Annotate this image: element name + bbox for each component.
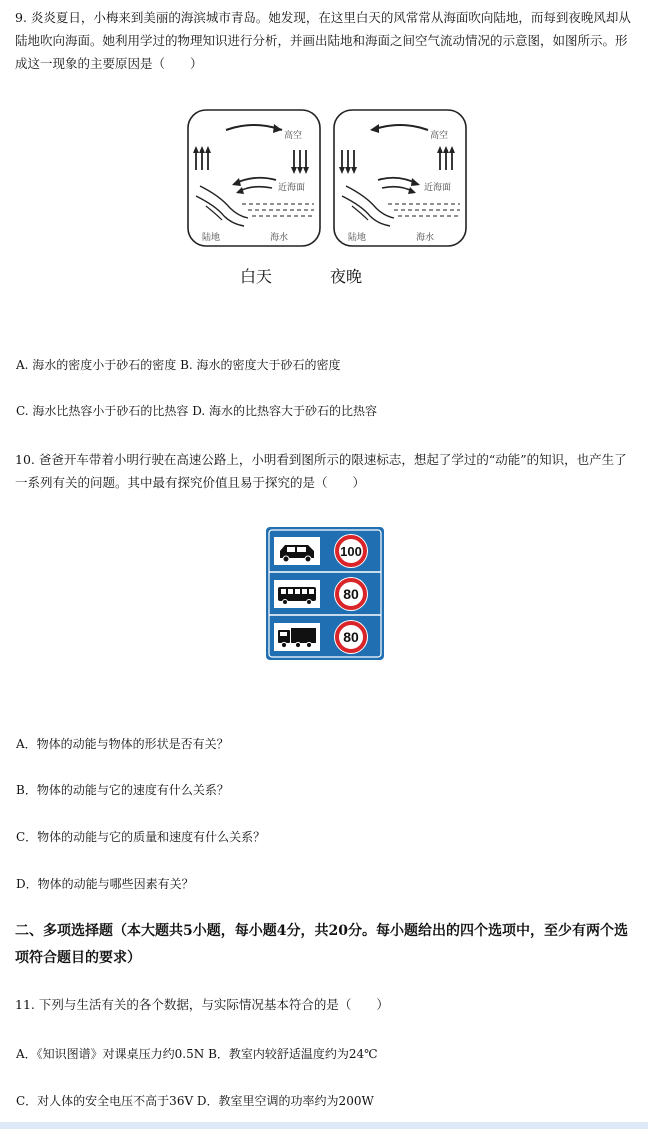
night-sea-label: 海水: [416, 233, 435, 243]
day-sea-label: 海水: [270, 233, 289, 243]
day-top-label: 高空: [284, 131, 303, 141]
night-caption: 夜晚: [330, 267, 363, 286]
truck-icon: [278, 628, 316, 648]
day-panel: [188, 110, 320, 246]
night-panel: [334, 110, 466, 246]
q11-option-cd: C．对人体的安全电压不高于36V D．教室里空调的功率约为200W: [16, 1094, 374, 1108]
speed-limit-80-truck: [334, 620, 368, 654]
svg-text:80: 80: [343, 586, 359, 602]
q10-option-c: C．物体的动能与它的质量和速度有什么关系？: [16, 830, 266, 844]
q9-option-ab: A. 海水的密度小于砂石的密度 B. 海水的密度大于砂石的密度: [16, 358, 341, 372]
bottom-divider: [0, 1122, 648, 1129]
question-11-text: 11. 下列与生活有关的各个数据，与实际情况基本符合的是（ ）: [15, 997, 389, 1012]
day-mid-label: 近海面: [278, 183, 306, 193]
speed-limit-80-bus: [334, 577, 368, 611]
question-9-text: 9. 炎炎夏日，小梅来到美丽的海滨城市青岛。她发现，在这里白天的风常常从海面吹向陆地，而每到夜晚风却从陆地吹向海面。她利用学过的物理知识进行分析，并画出陆地和海面之间空气流动情况的示意图，如图所示。形成这一现象的主要原因是（ ）: [15, 10, 631, 71]
q9-option-cd: C. 海水比热容小于砂石的比热容 D. 海水的比热容大于砂石的比热容: [16, 404, 378, 418]
svg-text:80: 80: [343, 629, 359, 645]
q10-option-a: A．物体的动能与物体的形状是否有关？: [16, 737, 229, 751]
q10-option-d: D．物体的动能与哪些因素有关？: [16, 877, 194, 891]
day-land-label: 陆地: [202, 233, 221, 243]
day-caption: 白天: [240, 267, 273, 286]
question-10-text: 10. 爸爸开车带着小明行驶在高速公路上，小明看到图所示的限速标志，想起了学过的“动能”的知识，也产生了一系列有关的问题。其中最有探究价值且易于探究的是（ ）: [15, 452, 627, 490]
land-sea-breeze-diagram: [186, 108, 468, 284]
arrow-left-icon: [232, 178, 241, 186]
section-2-heading: 二、多项选择题（本大题共5小题，每小题4分，共20分。每小题给出的四个选项中，至少有两个选项符合题目的要求）: [15, 923, 628, 966]
q10-option-b: B．物体的动能与它的速度有什么关系？: [16, 783, 229, 797]
night-top-label: 高空: [430, 131, 449, 141]
arrow-right-icon: [411, 178, 420, 186]
night-mid-label: 近海面: [424, 183, 452, 193]
q11-option-ab: A．《知识图谱》对课桌压力约0.5N B．教室内较舒适温度约为24℃: [16, 1047, 378, 1061]
svg-text:100: 100: [340, 544, 362, 559]
night-land-label: 陆地: [348, 233, 367, 243]
speed-limit-sign: [266, 527, 384, 660]
speed-limit-100: [334, 534, 368, 568]
arrow-left-icon: [370, 124, 379, 133]
